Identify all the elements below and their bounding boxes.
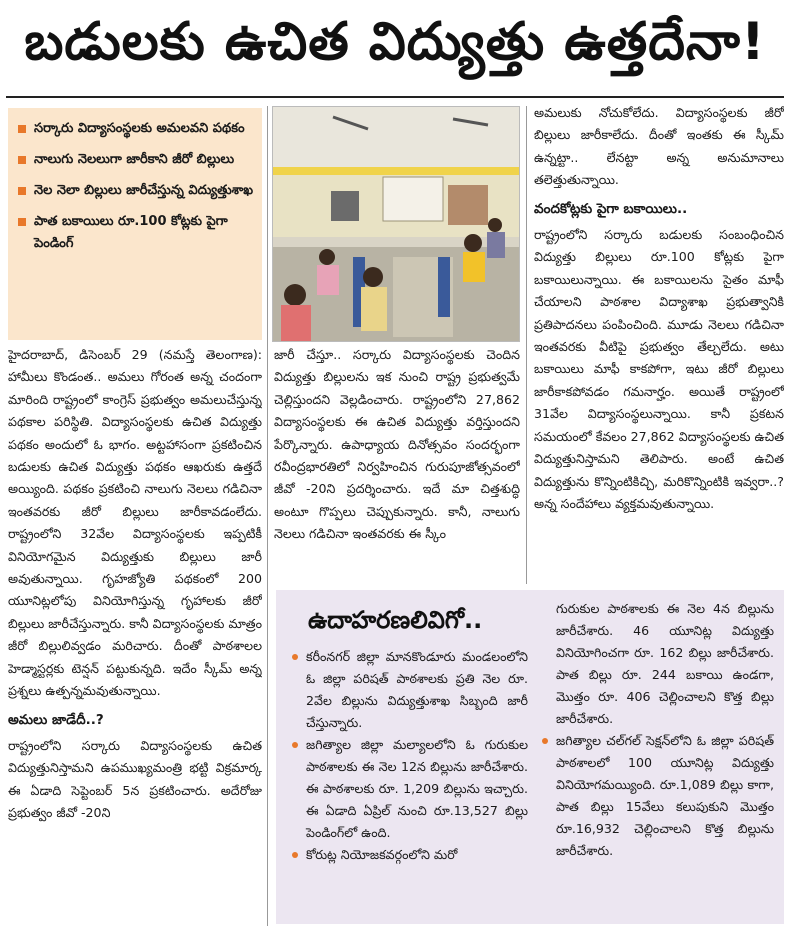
column-divider [526, 106, 527, 584]
column-2 [274, 344, 520, 586]
article-paragraph: అమలుకు నోచుకోలేదు. విద్యాసంస్థలకు జీరో బిల్లులు జారీకాలేదు. దీంతో ఇంతకు ఈ స్కీమ్ ఉన్నట్టా.. లేనట్టా అన్న అనుమానాలు తలెత్తుతున్నాయి. [534, 105, 784, 188]
examples-title: ఉదాహరణలివిగో.. [308, 606, 483, 634]
article-paragraph: జారీ చేస్తూ.. సర్కారు విద్యాసంస్థలకు చెందిన విద్యుత్తు బిల్లులను ఇక నుంచి రాష్ట్ర ప్రభుత్వమే చెల్లిస్తుందని వెల్లడించారు. రాష్ట్రంలోని 27,862 విద్యాసంస్థలకు ఈ ఉచిత విద్యుత్తు వర్తిస్తుందని పేర్కొన్నారు. ఉపాధ్యాయ దినోత్సవం సందర్భంగా రవీంద్రభారతిలో నిర్వహించిన గురుపూజోత్సవంలో జీవో -20ని ప్రదర్శించారు. ఇదే మా చిత్తశుద్ధి అంటూ గొప్పలు చెప్పుకున్నారు. కానీ, నాలుగు నెలలు గడిచినా ఇంతవరకు ఈ స్కీం [274, 347, 520, 542]
highlight-item: నాలుగు నెలలుగా జారీకాని జీరో బిల్లులు [16, 149, 254, 171]
highlights-box [8, 108, 262, 340]
highlight-item: సర్కారు విద్యాసంస్థలకు అమలవని పథకం [16, 118, 254, 140]
list-item: జగిత్యాల జిల్లా మల్యాలలోని ఓ గురుకుల పాఠశాలకు ఈ నెల 12న బిల్లును జారీచేశారు. ఈ పాఠశాలకు రూ. 1,209 బిల్లును ఇచ్చారు. ఈ ఏడాది ఏప్రిల్ నుంచి రూ.13,527 బిల్లు పెండింగ్‌లో ఉంది. [292, 734, 528, 844]
headline-rule [6, 96, 784, 98]
classroom-photo [272, 106, 520, 342]
examples-left-list [292, 646, 528, 920]
bullet-square-icon [18, 125, 26, 133]
column-3 [534, 102, 784, 586]
list-item: కోరుట్ల నియోజకవర్గంలోని మరో [292, 844, 528, 866]
bullet-dot-icon [292, 852, 298, 858]
bullet-square-icon [18, 218, 26, 226]
list-item: కరీంనగర్ జిల్లా మానకొండూరు మండలంలోని ఓ జిల్లా పరిషత్ పాఠశాలకు ప్రతి నెల రూ. 2వేల బిల్లును విద్యుత్తుశాఖ సిబ్బంది జారీ చేస్తున్నారు. [292, 646, 528, 734]
list-item-continued: గురుకుల పాఠశాలకు ఈ నెల 4న బిల్లును జారీచేశారు. 46 యూనిట్ల విద్యుత్తు వినియోగించగా రూ. 162 బిల్లు జారీచేశారు. పాత బిల్లు రూ. 244 బకాయి ఉండగా, మొత్తం రూ. 406 చెల్లించాలని కొత్త బిల్లు జారీచేశారు. [556, 601, 774, 726]
bullet-square-icon [18, 187, 26, 195]
bullet-dot-icon [542, 738, 548, 744]
article-paragraph: రాష్ట్రంలోని సర్కారు విద్యాసంస్థలకు ఉచిత విద్యుత్తునిస్తామని ఉపముఖ్యమంత్రి భట్టి విక్రమార్క ఈ ఏడాది సెప్టెంబర్ 5న ప్రకటించారు. అదేరోజు ప్రభుత్వం జీవో -20ని [8, 737, 262, 821]
article-paragraph: హైదరాబాద్, డిసెంబర్ 29 (నమస్తే తెలంగాణ): హామీలు కొండంత.. అమలు గోరంత అన్న చందంగా మారింది రాష్ట్రంలో కాంగ్రెస్ ప్రభుత్వం అమలుచేస్తున్న పథకాల పరిస్థితి. విద్యాసంస్థలకు ఉచిత విద్యుత్తు పథకం అందులో ఓ భాగం. అట్టహాసంగా ప్రకటించిన బడులకు ఉచిత విద్యుత్తు పథకం ఆఖరుకు ఉత్తదే అయ్యింది. పథకం ప్రకటించి నాలుగు నెలలు గడిచినా ఇంతవరకు జీరో బిల్లులు జారీకావడంలేదు. రాష్ట్రంలోని 32వేల విద్యాసంస్థలకు ఇప్పటికీ వినియోగమైన విద్యుత్తుకు బిల్లులు జారీ అవుతున్నాయి. గృహజ్యోతి పథకంలో 200 యూనిట్లలోపు వినియోగిస్తున్న గృహాలకు జీరో బిల్లులు జారీచేస్తున్నారు. కానీ విద్యాసంస్థలకు మాత్రం జీరో బిల్లులివ్వడం మరిచారు. దీంతో పాఠశాలల హెడ్మాస్టర్లకు టెన్షన్ పట్టుకున్నది. ఇదేం స్కీమ్ అన్న ప్రశ్నలు ఉత్పన్నమవుతున్నాయి. [8, 347, 262, 699]
subheading: వందకోట్లకు పైగా బకాయిలు.. [534, 200, 688, 217]
bullet-dot-icon [292, 742, 298, 748]
highlight-item: పాత బకాయిలు రూ.100 కోట్లకు పైగా పెండింగ్ [16, 211, 254, 255]
examples-box [276, 590, 784, 924]
headline: బడులకు ఉచిత విద్యుత్తు ఉత్తదేనా! [24, 11, 766, 72]
bullet-square-icon [18, 156, 26, 164]
column-divider [267, 106, 268, 926]
article-paragraph: రాష్ట్రంలోని సర్కారు బడులకు సంబంధించిన విద్యుత్తు బిల్లులు రూ.100 కోట్లకు పైగా బకాయిలున్నాయి. ఈ బకాయిలను సైతం మాఫీ చేయాలని పాఠశాల విద్యాశాఖ ప్రభుత్వానికి ప్రతిపాదనలు పంపించింది. మూడు నెలలు గడిచినా ఇంతవరకు వీటిపై ప్రభుత్వం తేల్చలేదు. అటు బకాయిలు మాఫీ కాకపోగా, ఇటు జీరో బిల్లులు జారీకాకపోవడం గమనార్హం. అయితే రాష్ట్రంలో 31వేల విద్యాసంస్థలున్నాయి. కానీ ప్రకటన సమయంలో కేవలం 27,862 విద్యాసంస్థలకు ఉచిత విద్యుత్తునిస్తామని తెలిపారు. అంటే ఉచిత విద్యుత్తును కొన్నింటికిచ్చి, మరికొన్నింటికి ఇవ్వరా..? అన్న సందేహాలు వ్యక్తమవుతున్నాయి. [534, 227, 784, 511]
highlight-item: నెల నెలా బిల్లులు జారీచేస్తున్న విద్యుత్తుశాఖ [16, 180, 254, 202]
examples-right-list [542, 598, 774, 918]
bullet-dot-icon [292, 654, 298, 660]
column-1 [8, 344, 262, 932]
subheading: అమలు జాడేదీ..? [8, 711, 104, 728]
list-item: జగిత్యాల చల్‌గల్ సెక్షన్‌లోని ఓ జిల్లా పరిషత్ పాఠశాలలో 100 యూనిట్ల విద్యుత్తు వినియోగమయ్యింది. రూ.1,089 బిల్లు కాగా, పాత బిల్లు 15వేలు కలుపుకుని మొత్తం రూ.16,932 చెల్లించాలని కొత్త బిల్లును జారీచేశారు. [542, 730, 774, 862]
